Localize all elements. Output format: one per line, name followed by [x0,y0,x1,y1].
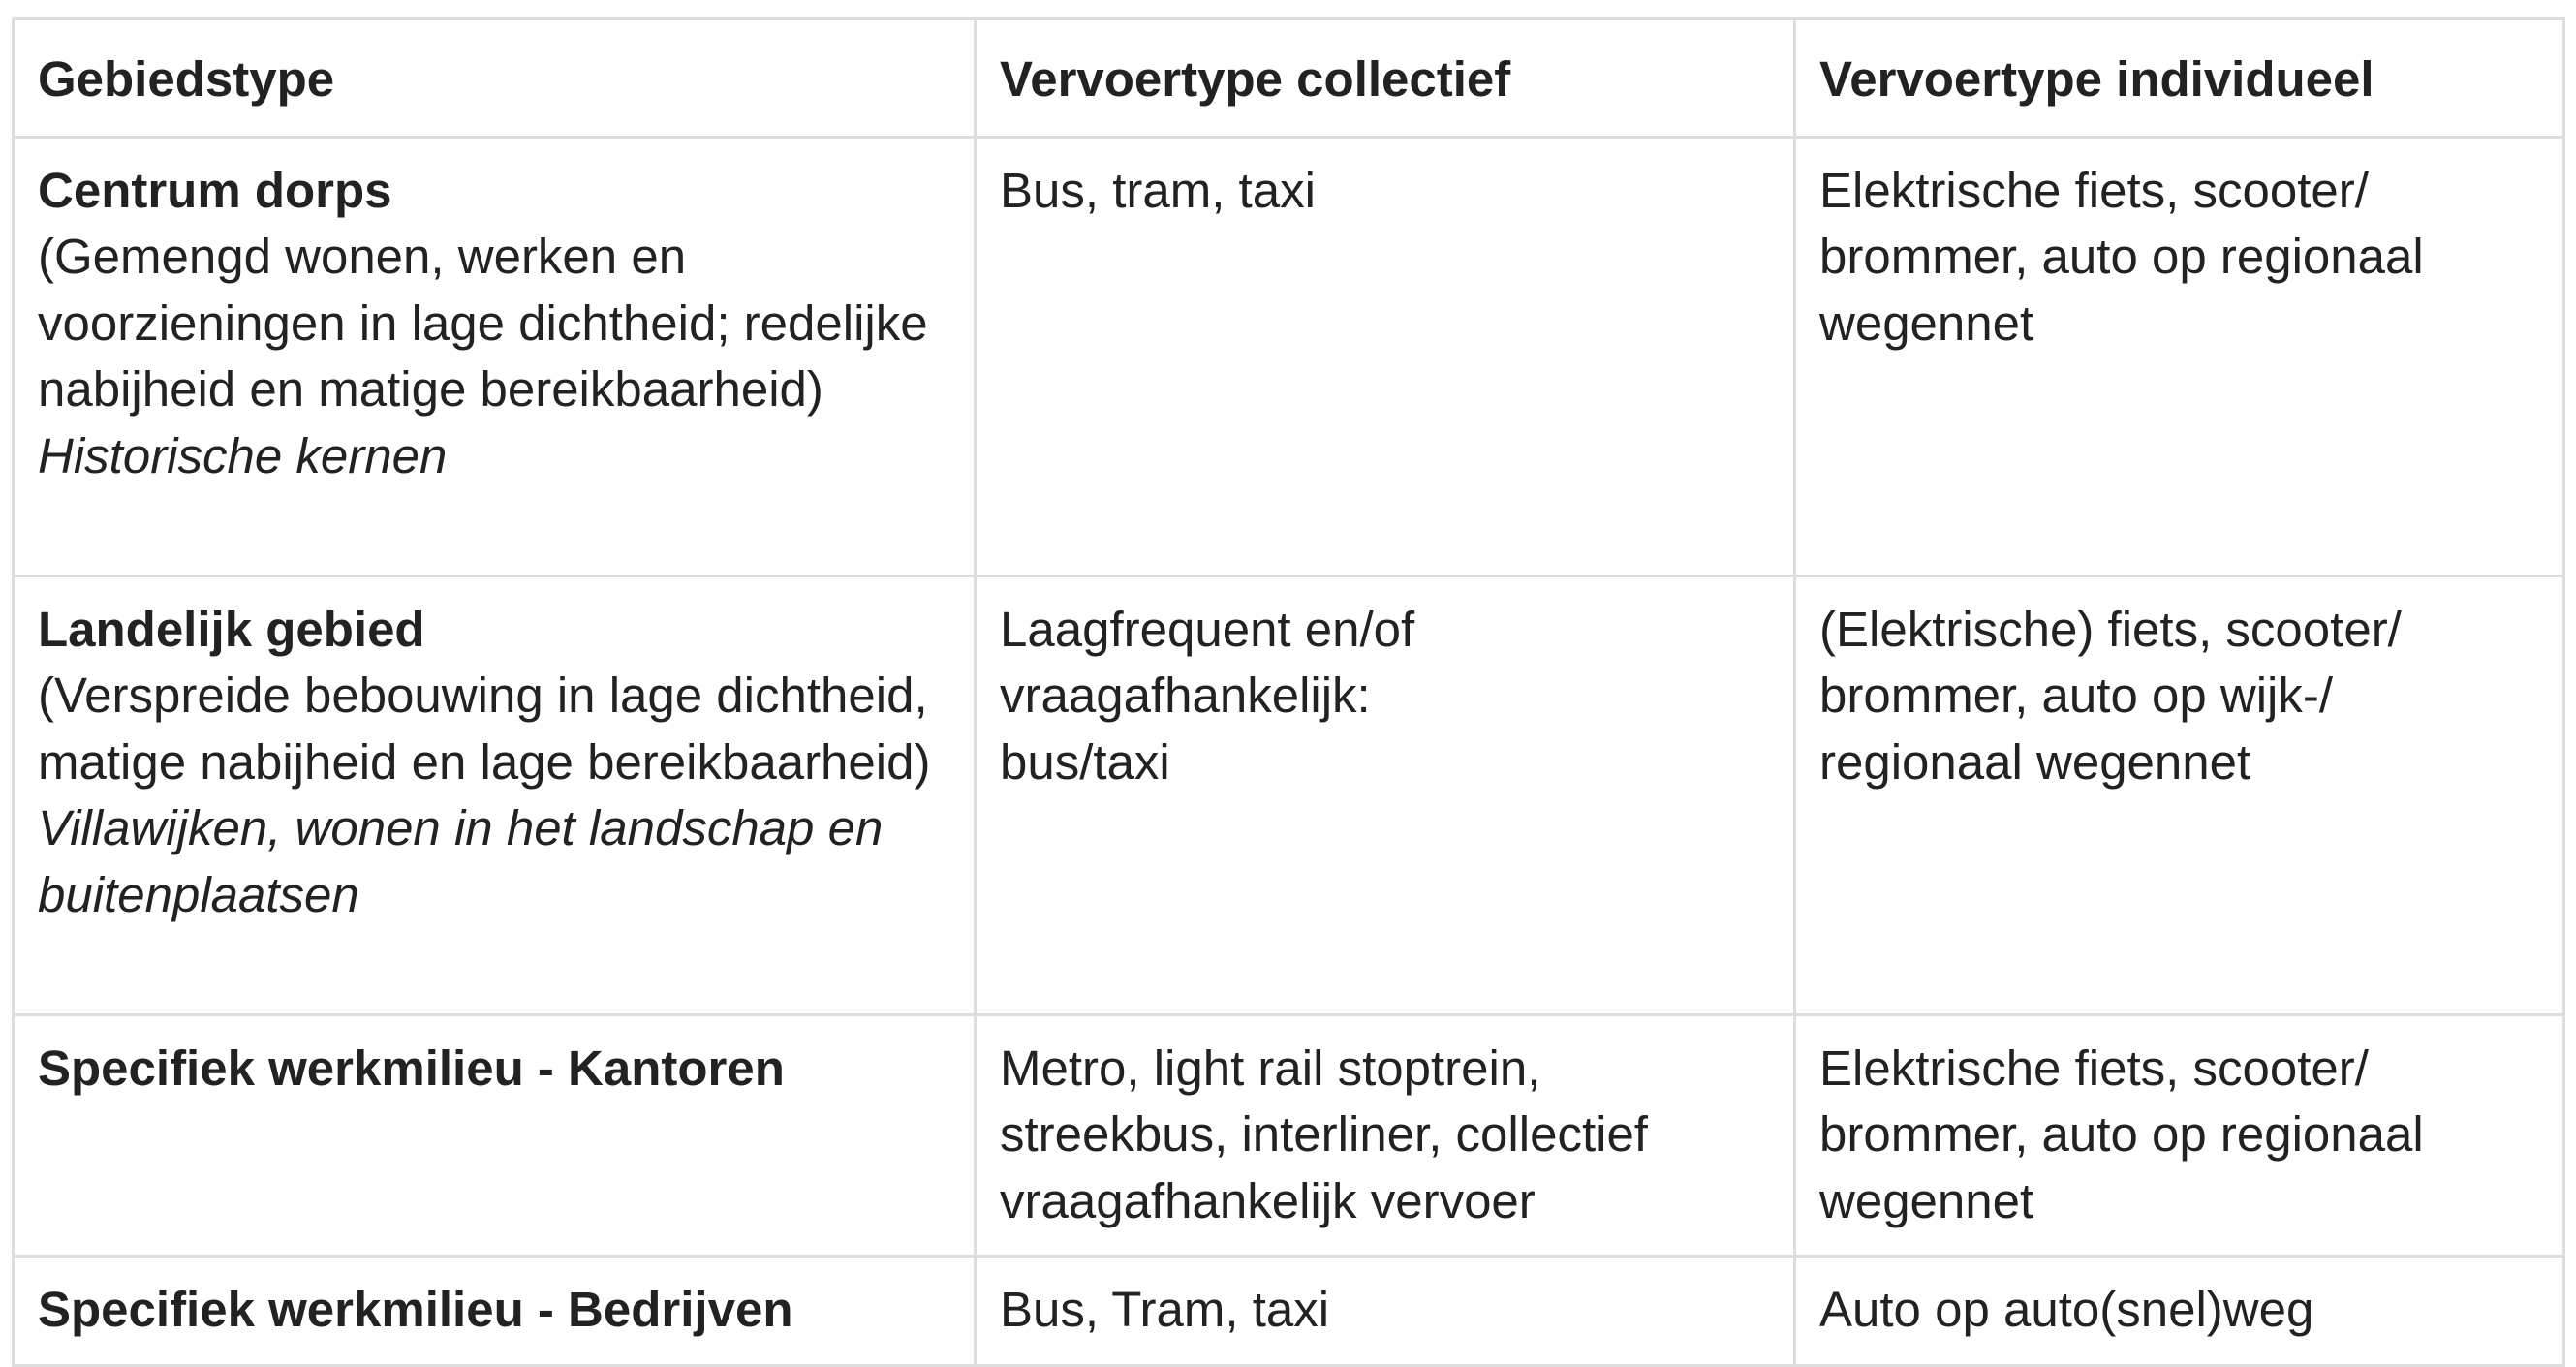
cell-individueel: Elektrische fiets, scooter/ brommer, auto op regionaal wegennet [1795,1014,2564,1256]
cell-gebiedstype [14,137,976,575]
header-gebiedstype: Gebiedstype [14,19,976,138]
cell-individueel: Auto op auto(snel)weg [1795,1256,2564,1365]
collectief-text: Laagfrequent en/of vraagafhankelijk: bus/taxi [1000,601,1415,790]
cell-gebiedstype [14,1256,976,1365]
table-row [14,1014,2564,1256]
area-type-title: Specifiek werkmilieu - Bedrijven [38,1281,793,1337]
header-vervoertype-collectief: Vervoertype collectief [976,19,1795,138]
table-row [14,1256,2564,1365]
cell-gebiedstype [14,1014,976,1256]
table-row [14,575,2564,1014]
area-type-title: Centrum dorps [38,162,392,218]
area-type-description: (Gemengd wonen, werken en voorzieningen in lage dichtheid; redelijke nabijheid en matige bereikbaarheid) [38,229,928,417]
cell-collectief [976,575,1795,1014]
cell-collectief: Metro, light rail stoptrein, streekbus, interliner, collectief vraagafhankelijk vervoer [976,1014,1795,1256]
area-type-title: Landelijk gebied [38,601,425,657]
area-type-title: Specifiek werkmilieu - Kantoren [38,1040,785,1096]
cell-individueel: (Elektrische) fiets, scooter/ brommer, auto op wijk-/ regionaal wegennet [1795,575,2564,1014]
cell-individueel: Elektrische fiets, scooter/ brommer, auto op regionaal wegennet [1795,137,2564,575]
table-header-row [14,19,2564,138]
cell-gebiedstype [14,575,976,1014]
area-type-example: Historische kernen [38,427,448,483]
area-type-example: Villawijken, wonen in het landschap en buitenplaatsen [38,800,884,922]
cell-collectief: Bus, tram, taxi [976,137,1795,575]
header-vervoertype-individueel: Vervoertype individueel [1795,19,2564,138]
table-row [14,137,2564,575]
cell-collectief: Bus, Tram, taxi [976,1256,1795,1365]
area-type-description: (Verspreide bebouwing in lage dichtheid, matige nabijheid en lage bereikbaarheid) [38,668,931,790]
area-transport-table [12,17,2565,1367]
